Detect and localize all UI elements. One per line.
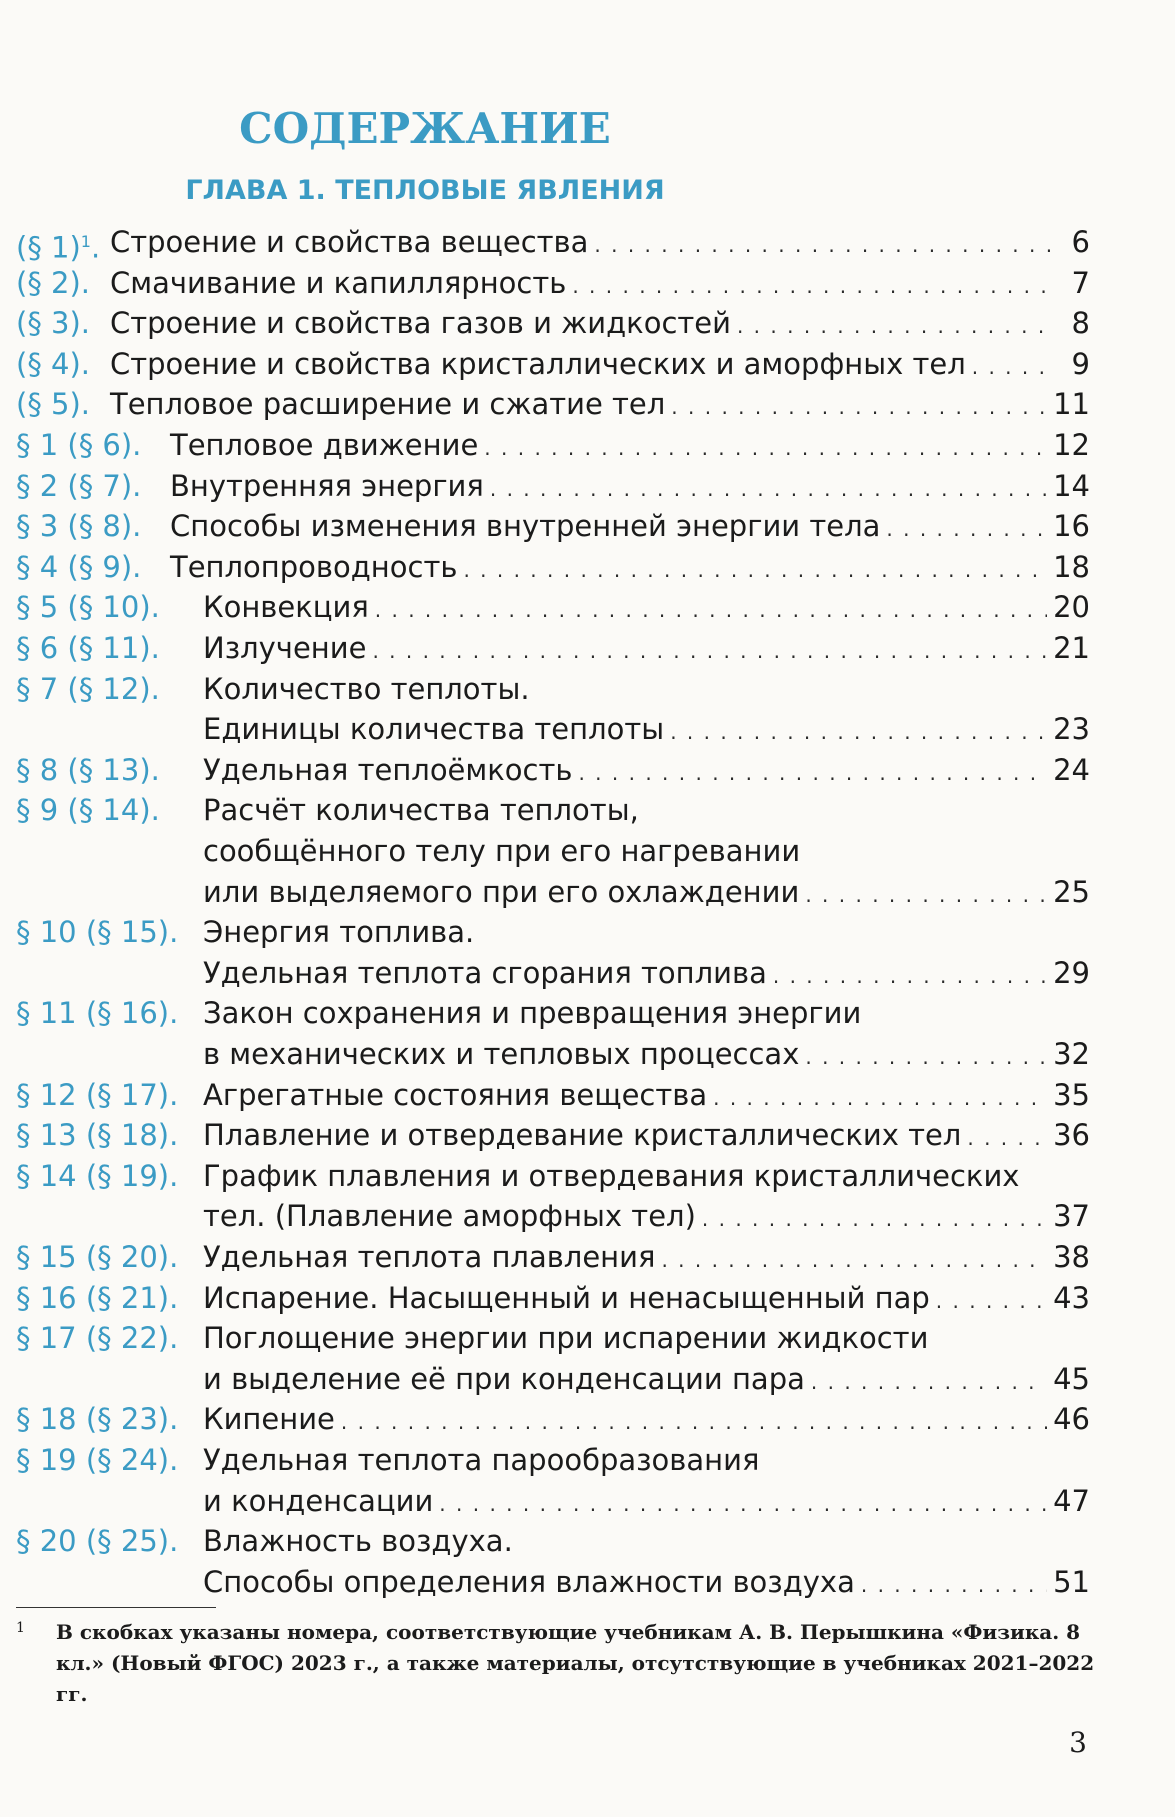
page-ref: 9 (1071, 346, 1090, 381)
section-title: Удельная теплота сгорания топлива (203, 955, 767, 990)
toc-entry (0, 222, 1175, 265)
dot-leader (737, 303, 1054, 346)
section-title: Испарение. Насыщенный и ненасыщенный пар (203, 1280, 930, 1315)
dot-leader (484, 425, 1047, 468)
toc-entry (0, 1278, 1175, 1318)
toc-entry (0, 1562, 1175, 1602)
section-title: Энергия топлива. (203, 915, 475, 950)
toc-entry (0, 506, 1175, 546)
page-ref: 51 (1053, 1564, 1090, 1599)
toc-title: СОДЕРЖАНИЕ (239, 104, 611, 153)
toc-entry (0, 872, 1175, 912)
section-title: Строение и свойства вещества (110, 225, 589, 259)
page-ref: 20 (1053, 590, 1090, 625)
toc-entry (0, 750, 1175, 790)
section-number: § 8 (§ 13). (16, 752, 160, 787)
page-ref: 12 (1053, 428, 1090, 462)
toc-entry (0, 669, 1175, 709)
toc-entry (0, 344, 1175, 384)
section-number: § 5 (§ 10). (16, 590, 160, 625)
section-title: Удельная теплоёмкость (203, 752, 573, 787)
section-title: График плавления и отвердевания кристаллических (203, 1158, 1020, 1193)
page-ref: 11 (1053, 387, 1090, 422)
toc-entry (0, 953, 1175, 993)
section-number: § 18 (§ 23). (16, 1402, 179, 1437)
page-ref: 35 (1053, 1077, 1090, 1112)
section-number: § 12 (§ 17). (16, 1077, 179, 1112)
toc-entry (0, 790, 1175, 830)
chapter-heading: ГЛАВА 1. ТЕПЛОВЫЕ ЯВЛЕНИЯ (185, 175, 665, 206)
toc-entry (0, 1481, 1175, 1521)
toc-entry (0, 466, 1175, 506)
dot-leader (972, 344, 1054, 387)
section-number: § 11 (§ 16). (16, 996, 179, 1031)
toc-entry (0, 628, 1175, 668)
footnote-text: В скобках указаны номера, соответствующие учебникам А. В. Перышкина «Физика. 8 кл.» (Новый ФГОС) 2023 г., а также материалы, отсутствующие в учебниках 2021–2022 гг. (56, 1620, 1095, 1706)
dot-leader (578, 750, 1047, 793)
toc-entry (0, 709, 1175, 749)
footnote (16, 1617, 1096, 1710)
page-ref: 23 (1053, 712, 1090, 747)
section-title: Способы определения влажности воздуха (203, 1564, 855, 1599)
page-ref: 25 (1053, 874, 1090, 909)
section-title: Удельная теплота плавления (203, 1240, 656, 1274)
section-title: Плавление и отвердевание кристаллических тел (203, 1118, 962, 1153)
dot-leader (773, 953, 1047, 996)
section-title: Агрегатные состояния вещества (203, 1077, 708, 1112)
toc-entry (0, 263, 1175, 303)
page-ref: 7 (1071, 265, 1090, 300)
section-title: Смачивание и капиллярность (110, 265, 567, 300)
section-title: Тепловое движение (170, 428, 479, 462)
page-ref: 45 (1053, 1361, 1090, 1396)
dot-leader (671, 384, 1047, 427)
section-number: § 3 (§ 8). (16, 509, 142, 544)
section-title: Конвекция (203, 590, 369, 625)
section-number: § 1 (§ 6). (16, 428, 142, 462)
section-number: § 20 (§ 25). (16, 1524, 179, 1559)
page-number: 3 (1069, 1726, 1087, 1759)
toc-entry (0, 547, 1175, 587)
dot-leader (372, 628, 1047, 671)
toc-entry (0, 1359, 1175, 1399)
section-number: § 14 (§ 19). (16, 1158, 179, 1193)
section-title: Способы изменения внутренней энергии тела (170, 509, 881, 544)
section-title: в механических и тепловых процессах (203, 1037, 800, 1071)
toc-entry (0, 1237, 1175, 1277)
toc-entry (0, 587, 1175, 627)
dot-leader (463, 547, 1047, 590)
dot-leader (861, 1562, 1047, 1605)
section-number: § 4 (§ 9). (16, 549, 142, 584)
toc-entry (0, 1075, 1175, 1115)
page-ref: 37 (1053, 1199, 1090, 1234)
page-ref: 16 (1053, 509, 1090, 544)
dot-leader (967, 1115, 1047, 1158)
section-title: Влажность воздуха. (203, 1524, 513, 1559)
toc-entry (0, 1034, 1175, 1074)
toc-entry (0, 993, 1175, 1033)
section-number: § 15 (§ 20). (16, 1240, 179, 1274)
toc-entry (0, 912, 1175, 952)
section-title: и выделение её при конденсации пара (203, 1361, 805, 1396)
page-ref: 46 (1053, 1402, 1090, 1437)
section-title: и конденсации (203, 1483, 434, 1518)
page-ref: 18 (1053, 549, 1090, 584)
dot-leader (702, 1196, 1047, 1239)
section-title: тел. (Плавление аморфных тел) (203, 1199, 696, 1234)
page-ref: 36 (1053, 1118, 1090, 1153)
page-ref: 8 (1071, 306, 1090, 341)
section-title: Расчёт количества теплоты, (203, 793, 639, 828)
toc-entry (0, 1399, 1175, 1439)
toc-entry (0, 384, 1175, 424)
toc-entry (0, 1196, 1175, 1236)
section-number: § 2 (§ 7). (16, 468, 142, 503)
section-title: Строение и свойства газов и жидкостей (110, 306, 731, 341)
section-number: (§ 1)$^1$. (16, 230, 101, 265)
dot-leader (490, 466, 1047, 509)
dot-leader (713, 1075, 1047, 1118)
footnote-rule (16, 1607, 216, 1608)
section-number: (§ 4). (16, 346, 91, 381)
toc-entry (0, 1440, 1175, 1480)
section-number: § 13 (§ 18). (16, 1118, 179, 1153)
dot-leader (661, 1237, 1047, 1280)
dot-leader (341, 1399, 1047, 1442)
section-title: Количество теплоты. (203, 671, 530, 706)
section-title: Кипение (203, 1402, 335, 1437)
section-number: § 7 (§ 12). (16, 671, 160, 706)
page-ref: 29 (1053, 955, 1090, 990)
dot-leader (572, 263, 1054, 306)
toc-entry (0, 831, 1175, 871)
toc-entry (0, 425, 1175, 465)
page-ref: 38 (1053, 1240, 1090, 1274)
section-number: § 19 (§ 24). (16, 1443, 179, 1477)
dot-leader (811, 1359, 1047, 1402)
page-ref: 43 (1053, 1280, 1090, 1315)
toc-entry (0, 1115, 1175, 1155)
toc-entry (0, 1318, 1175, 1358)
section-title: или выделяемого при его охлаждении (203, 874, 800, 909)
dot-leader (670, 709, 1047, 752)
dot-leader (886, 506, 1047, 549)
section-number: § 9 (§ 14). (16, 793, 160, 828)
dot-leader (936, 1278, 1047, 1321)
section-title: Внутренняя энергия (170, 468, 484, 503)
toc-entry (0, 303, 1175, 343)
section-number: § 10 (§ 15). (16, 915, 179, 950)
footnote-mark: 1 (16, 1620, 25, 1636)
dot-leader (805, 1034, 1047, 1077)
page-ref: 24 (1053, 752, 1090, 787)
page-ref: 32 (1053, 1037, 1090, 1071)
section-title: Закон сохранения и превращения энергии (203, 996, 862, 1031)
section-title: Излучение (203, 631, 367, 665)
section-number: § 16 (§ 21). (16, 1280, 179, 1315)
page-ref: 21 (1053, 631, 1090, 665)
page-ref: 14 (1053, 468, 1090, 503)
dot-leader (594, 222, 1054, 265)
section-title: Единицы количества теплоты (203, 712, 665, 747)
toc-entry (0, 1521, 1175, 1561)
section-number: § 6 (§ 11). (16, 631, 160, 665)
section-title: Тепловое расширение и сжатие тел (110, 387, 666, 422)
section-title: Поглощение энергии при испарении жидкости (203, 1321, 929, 1356)
dot-leader (439, 1481, 1047, 1524)
page-ref: 47 (1053, 1483, 1090, 1518)
section-number: (§ 3). (16, 306, 91, 341)
section-number: (§ 5). (16, 387, 91, 422)
section-number: § 17 (§ 22). (16, 1321, 179, 1356)
page-ref: 6 (1071, 225, 1090, 259)
section-title: Теплопроводность (170, 549, 458, 584)
section-number: (§ 2). (16, 265, 91, 300)
section-title: сообщённого телу при его нагревании (203, 834, 801, 868)
section-title: Строение и свойства кристаллических и аморфных тел (110, 346, 966, 381)
footnote-ref: 1 (80, 232, 91, 251)
toc-entry (0, 1156, 1175, 1196)
dot-leader (805, 872, 1047, 915)
section-title: Удельная теплота парообразования (203, 1443, 760, 1477)
dot-leader (375, 587, 1047, 630)
